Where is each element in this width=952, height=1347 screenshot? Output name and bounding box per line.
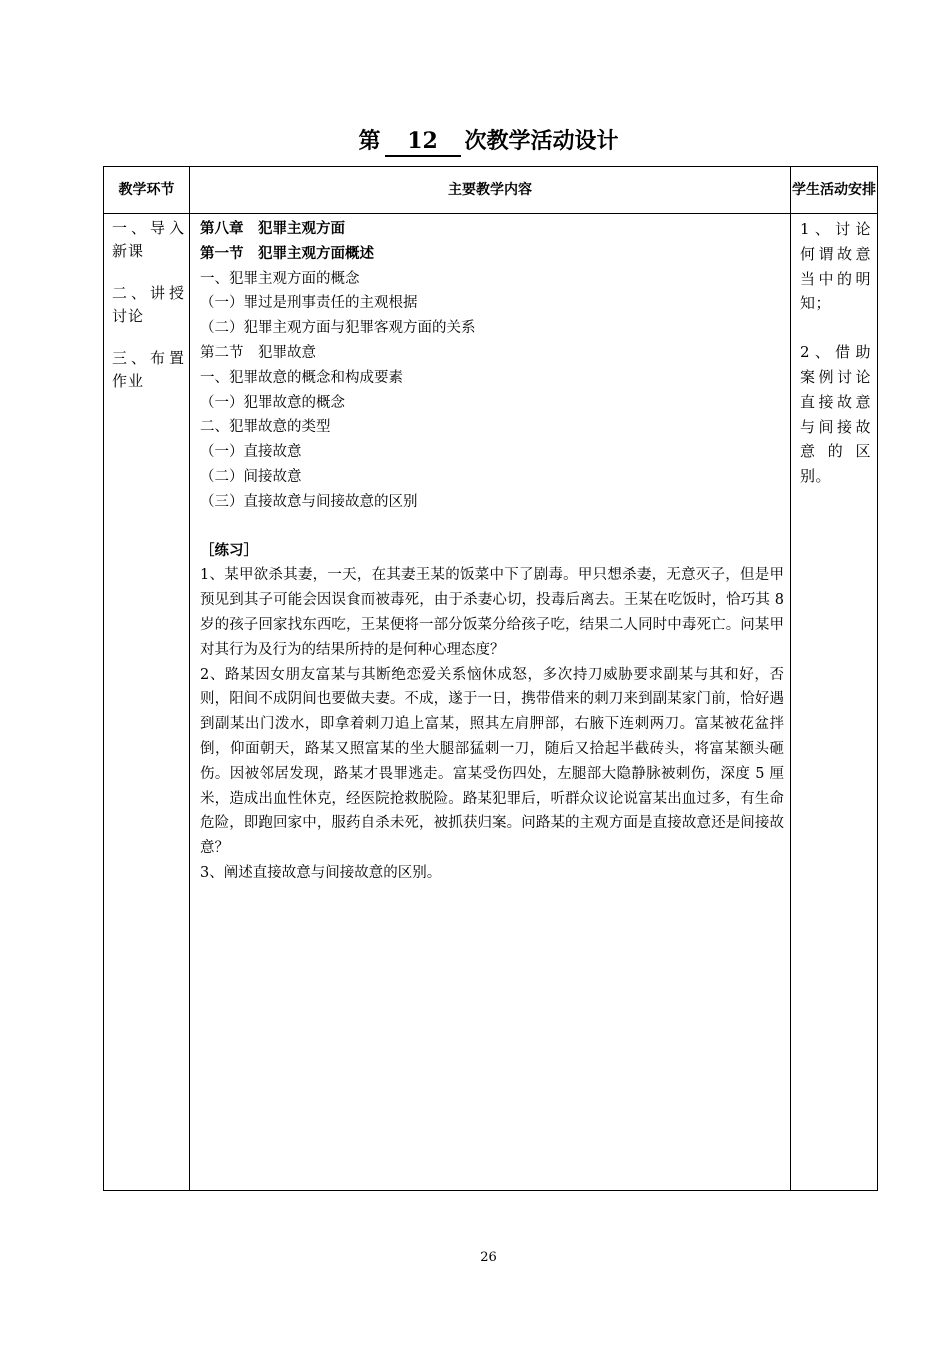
body-row xyxy=(104,214,878,1191)
header-content: 主要教学内容 xyxy=(190,167,791,214)
outline-line: （二）犯罪主观方面与犯罪客观方面的关系 xyxy=(200,320,476,337)
stages-cell xyxy=(104,214,190,1191)
outline-line: （三）直接故意与间接故意的区别 xyxy=(200,493,418,510)
exercise-item: 1、某甲欲杀其妻，一天，在其妻王某的饭菜中下了剧毒。甲只想杀妻，无意灭子，但是甲预见到其子可能会因误食而被毒死，由于杀妻心切，投毒后离去。王某在吃饭时，恰巧其 8 岁的孩子回家找东西吃，王某便将一部分饭菜分给孩子吃，结果二人同时中毒死亡。问某甲对其行为及行为的结果所持的是何种心理态度？ xyxy=(200,567,784,658)
exercise-heading: ［练习］ xyxy=(200,541,258,559)
outline-line: （一）罪过是刑事责任的主观根据 xyxy=(200,295,418,312)
chapter-heading: 第八章 犯罪主观方面 xyxy=(200,220,345,237)
title-prefix: 第 xyxy=(358,128,381,154)
header-activity: 学生活动安排 xyxy=(791,167,878,214)
outline-line: （一）直接故意 xyxy=(200,444,302,461)
outline-line: （一）犯罪故意的概念 xyxy=(200,394,345,411)
activity-item: 1、讨论何谓故意当中的明知； xyxy=(800,220,871,313)
title-number: 12 xyxy=(385,127,461,157)
outline-line: （二）间接故意 xyxy=(200,468,302,485)
activity-item: 2、借助案例讨论直接故意与间接故意的区别。 xyxy=(800,343,871,486)
spacer xyxy=(200,515,784,539)
stage-item: 三、布置作业 xyxy=(112,349,185,390)
stage-item: 二、讲授讨论 xyxy=(112,284,185,325)
activities-cell xyxy=(791,214,878,1191)
exercise-item: 2、路某因女朋友富某与其断绝恋爱关系恼休成怒，多次持刀威胁要求副某与其和好，否则，阳间不成阴间也要做夫妻。不成，遂于一日，携带借来的刺刀来到副某家门前，恰好遇到副某出门泼水，即拿着刺刀追上富某，照其左肩胛部，右腋下连刺两刀。富某被花盆拌倒，仰面朝天，路某又照富某的坐大腿部猛刺一刀，随后又拾起半截砖头，将富某额头砸伤。因被邻居发现，路某才畏罪逃走。富某受伤四处，左腿部大隐静脉被刺伤，深度 5 厘米，造成出血性休克，经医院抢救脱险。路某犯罪后，听群众议论说富某出血过多，有生命危险，即跑回家中，服药自杀未死，被抓获归案。问路某的主观方面是直接故意还是间接故意？ xyxy=(200,666,784,857)
header-stage: 教学环节 xyxy=(104,167,190,214)
lesson-plan-table xyxy=(103,166,878,1191)
page-title xyxy=(0,124,952,158)
outline-line: 二、犯罪故意的类型 xyxy=(200,419,331,436)
outline-line: 第二节 犯罪故意 xyxy=(200,344,316,361)
outline-line: 一、犯罪故意的概念和构成要素 xyxy=(200,369,403,386)
title-suffix: 次教学活动设计 xyxy=(464,128,619,154)
outline-line: 一、犯罪主观方面的概念 xyxy=(200,270,360,287)
stage-item: 一、导入新课 xyxy=(112,219,185,260)
content-cell xyxy=(190,214,791,1191)
exercise-item: 3、阐述直接故意与间接故意的区别。 xyxy=(200,864,442,881)
section-heading: 第一节 犯罪主观方面概述 xyxy=(200,244,374,262)
page-number: 26 xyxy=(480,1250,497,1265)
header-row xyxy=(104,167,878,214)
